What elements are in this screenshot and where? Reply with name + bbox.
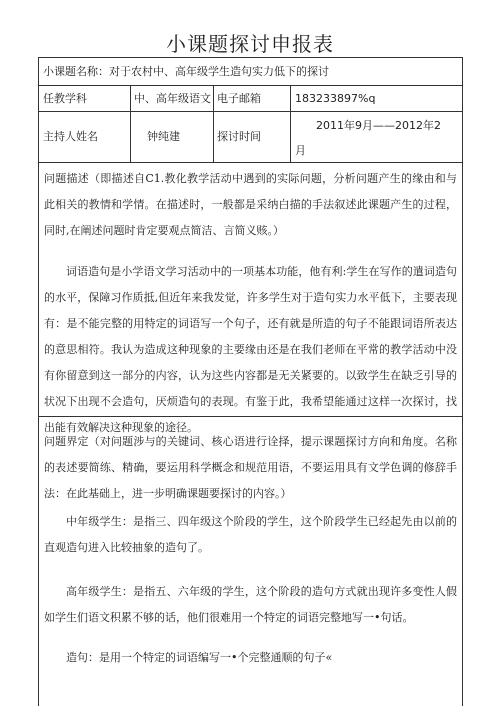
problem-description-body: 词语造句是小学语文学习活动中的一项基本功能，他有利:学生在写作的遣词造句的水平，保障习作质抵,但近年来我发觉，许多学生对于造句实力水平低下，主要表现有：是不能完整的用特定的词语写一个句子，还有就是所造的句子不能跟词语所表达的意思相符。我认为造成这种现象的主要缘由还是在我们老师在平常的教学活动中没有你留意到这一部分的内容，认为这些内容都是无关紧要的。以致学生在缺乏引导的状况下出现不会造句，厌烦造句的表现。有鉴于此，我希望能通过这样一次探讨，找出能有效解决这种现象的途径。	[44, 265, 457, 434]
time-label: 探讨时间	[217, 130, 261, 143]
middle-grade-definition: 中年级学生：是指三、四年级这个阶段的学生，这个阶段学生已经起先由以前的直观造句进入比较抽象的造句了。	[44, 515, 457, 554]
row-divider	[39, 85, 462, 86]
topic-name: 小课题名称：对于农村中、高年级学生造句实力低下的探讨	[43, 65, 329, 78]
email-label: 电子邮箱	[217, 92, 261, 105]
sentence-definition: 造句：是用一个特定的词语编写一•个完整通顺的句子«	[66, 651, 333, 664]
row-divider	[39, 111, 462, 112]
row-divider	[39, 162, 462, 163]
host-label: 主持人姓名	[43, 130, 98, 143]
page-title: 小课题探讨申报表	[166, 32, 334, 56]
subject-label: 任教学科	[43, 92, 87, 105]
time-value-line1: 2011年9月——2012年2	[316, 119, 441, 132]
email-value: 183233897%q	[295, 92, 376, 105]
senior-grade-definition: 高年级学生：是指五、六年级的学生，这个阶段的造句方式就出现许多变性人假如学生们语文积累不够的话，他们很难用一个特定的词语完整地写一•句话。	[44, 585, 457, 624]
column-divider	[130, 85, 131, 162]
host-value: 钟纯建	[147, 130, 180, 143]
problem-definition-intro: 问题界定（对问题涉与的关键词、核心语进行诠择，提示课题探讨方向和角度。名称的表述要简练、精确，要运用科学概念和规范用语，不要运用具有文学色调的修辞手法：在此基础上，进一步明确课题要探讨的内容。）	[44, 435, 457, 500]
application-form-table	[38, 57, 463, 706]
time-value-line2: 月	[295, 144, 306, 157]
subject-value: 中、高年级语文	[134, 92, 211, 105]
column-divider	[290, 85, 291, 162]
column-divider	[213, 85, 214, 162]
problem-description-intro: 问题描述（即描述自C1.教化教学活动中遇到的实际问题，分析问题产生的缘由和与此相关的教情和学情。在描述时，一般都是采纳白描的手法叙述此课题产生的过程，同时,在阐述问题时肯定要观点简洁、言简义赅。）	[44, 172, 457, 237]
